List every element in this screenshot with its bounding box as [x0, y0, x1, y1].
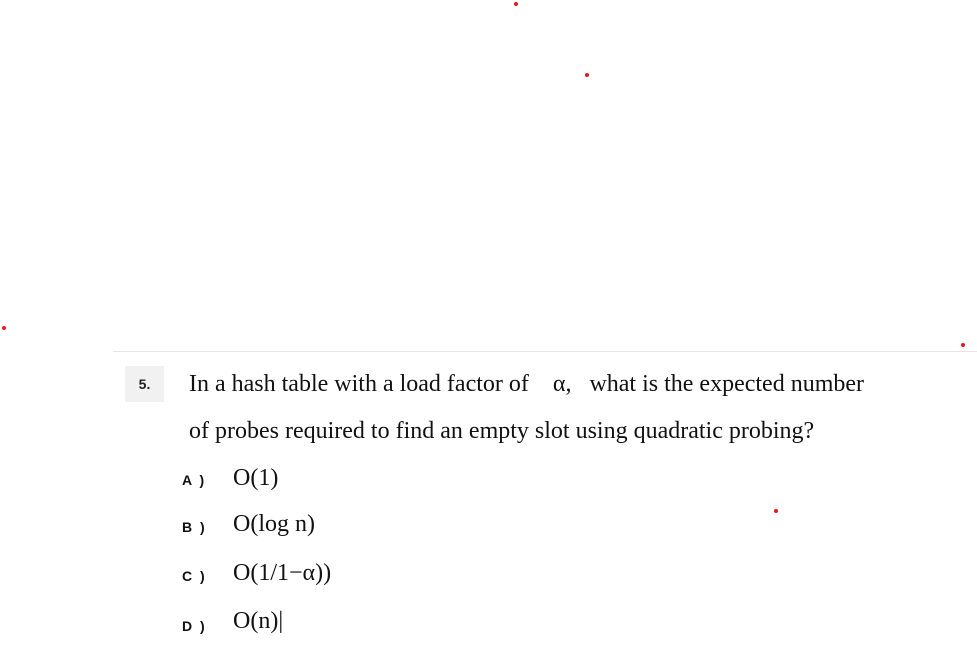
red-marker-dot: [961, 343, 965, 347]
red-marker-dot: [774, 509, 778, 513]
question-number-badge: 5.: [125, 366, 164, 402]
red-marker-dot: [585, 73, 589, 77]
option-c-text[interactable]: O(1/1−α)): [233, 560, 332, 586]
option-a-text[interactable]: O(1): [233, 465, 279, 491]
option-a-letter[interactable]: A ): [182, 472, 207, 488]
option-b-text[interactable]: O(log n): [233, 511, 315, 537]
option-d-text[interactable]: O(n)|: [233, 608, 284, 634]
question-text-line-2: of probes required to find an empty slot using quadratic probing?: [189, 418, 815, 444]
option-b-letter[interactable]: B ): [182, 519, 207, 535]
red-marker-dot: [514, 2, 518, 6]
question-text-line-1: In a hash table with a load factor of α, what is the expected number: [189, 371, 865, 397]
red-marker-dot: [2, 326, 6, 330]
option-d-letter[interactable]: D ): [182, 618, 207, 634]
question-divider: [113, 351, 977, 352]
option-c-letter[interactable]: C ): [182, 568, 207, 584]
